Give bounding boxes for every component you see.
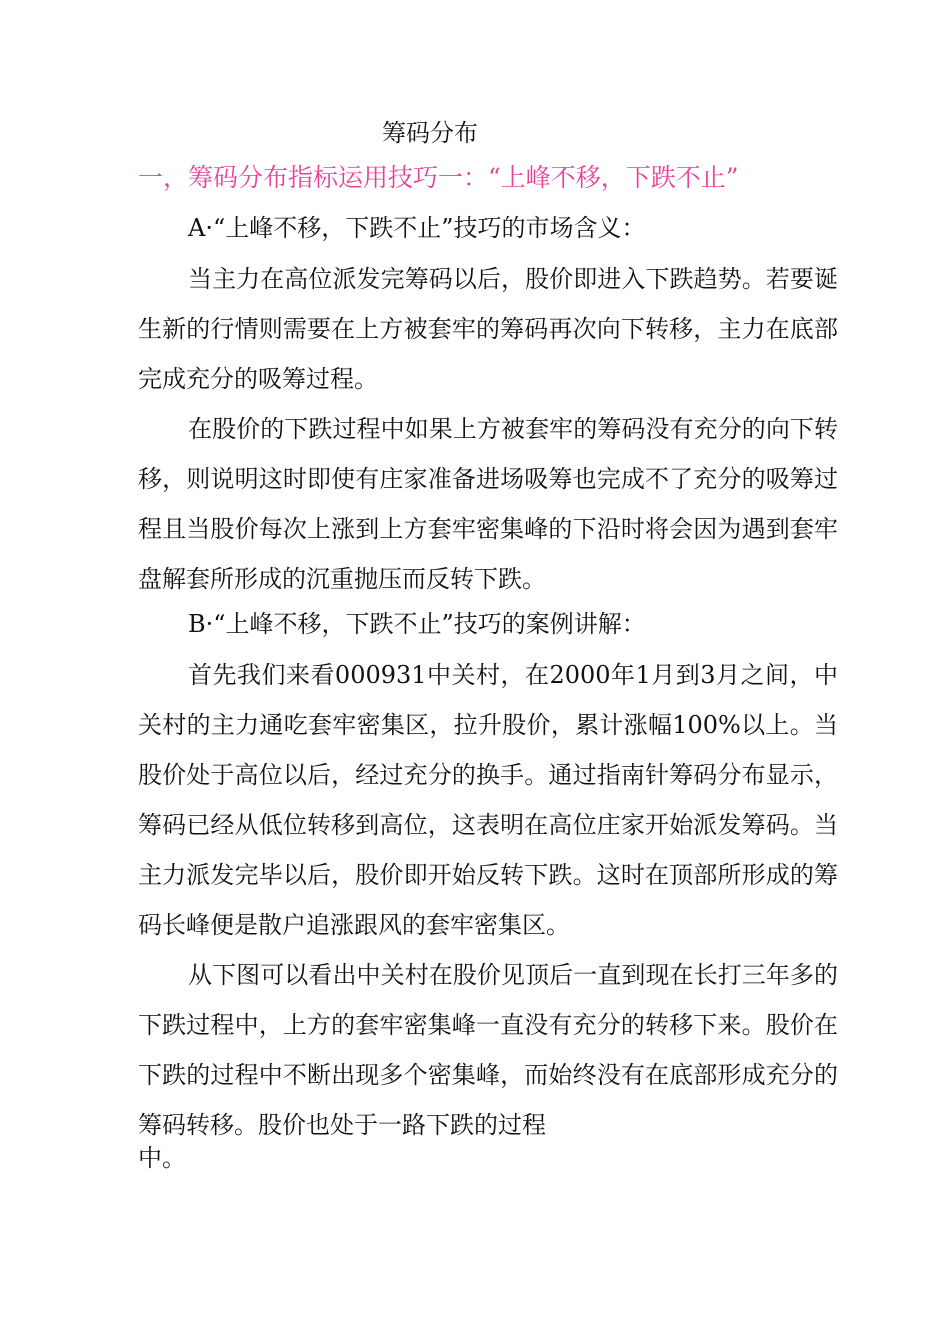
paragraph-1: 当主力在高位派发完筹码以后，股价即进入下跌趋势。若要诞生新的行情则需要在上方被套牢的筹码再次向下转移，主力在底部完成充分的吸筹过程。 bbox=[138, 265, 838, 393]
paragraph-4: 从下图可以看出中关村在股价见顶后一直到现在长打三年多的下跌过程中，上方的套牢密集峰一直没有充分的转移下来。股价在下跌的过程中不断出现多个密集峰，而始终没有在底部形成充分的筹码转移。股价也处于一路下跌的过程 bbox=[138, 961, 838, 1139]
subheading-a: A·“上峰不移，下跌不止”技巧的市场含义： bbox=[188, 214, 646, 242]
paragraph-3: 首先我们来看000931中关村，在2000年1月到3月之间，中关村的主力通吃套牢密集区，拉升股价，累计涨幅100%以上。当股价处于高位以后，经过充分的换手。通过指南针筹码分布显示，筹码已经从低位转移到高位，这表明在高位庄家开始派发筹码。当主力派发完毕以后，股价即开始反转下跌。这时在顶部所形成的筹码长峰便是散户追涨跟风的套牢密集区。 bbox=[138, 661, 838, 939]
subheading-b: B·“上峰不移，下跌不止”技巧的案例讲解： bbox=[188, 610, 646, 638]
paragraph-4-tail: 中。 bbox=[138, 1144, 186, 1172]
section-heading: 一，筹码分布指标运用技巧一：“上峰不移，下跌不止” bbox=[138, 163, 739, 192]
paragraph-2: 在股价的下跌过程中如果上方被套牢的筹码没有充分的向下转移，则说明这时即使有庄家准备进场吸筹也完成不了充分的吸筹过程且当股价每次上涨到上方套牢密集峰的下沿时将会因为遇到套牢盘解套所形成的沉重抛压而反转下跌。 bbox=[138, 415, 838, 593]
document-title: 筹码分布 bbox=[382, 119, 478, 147]
